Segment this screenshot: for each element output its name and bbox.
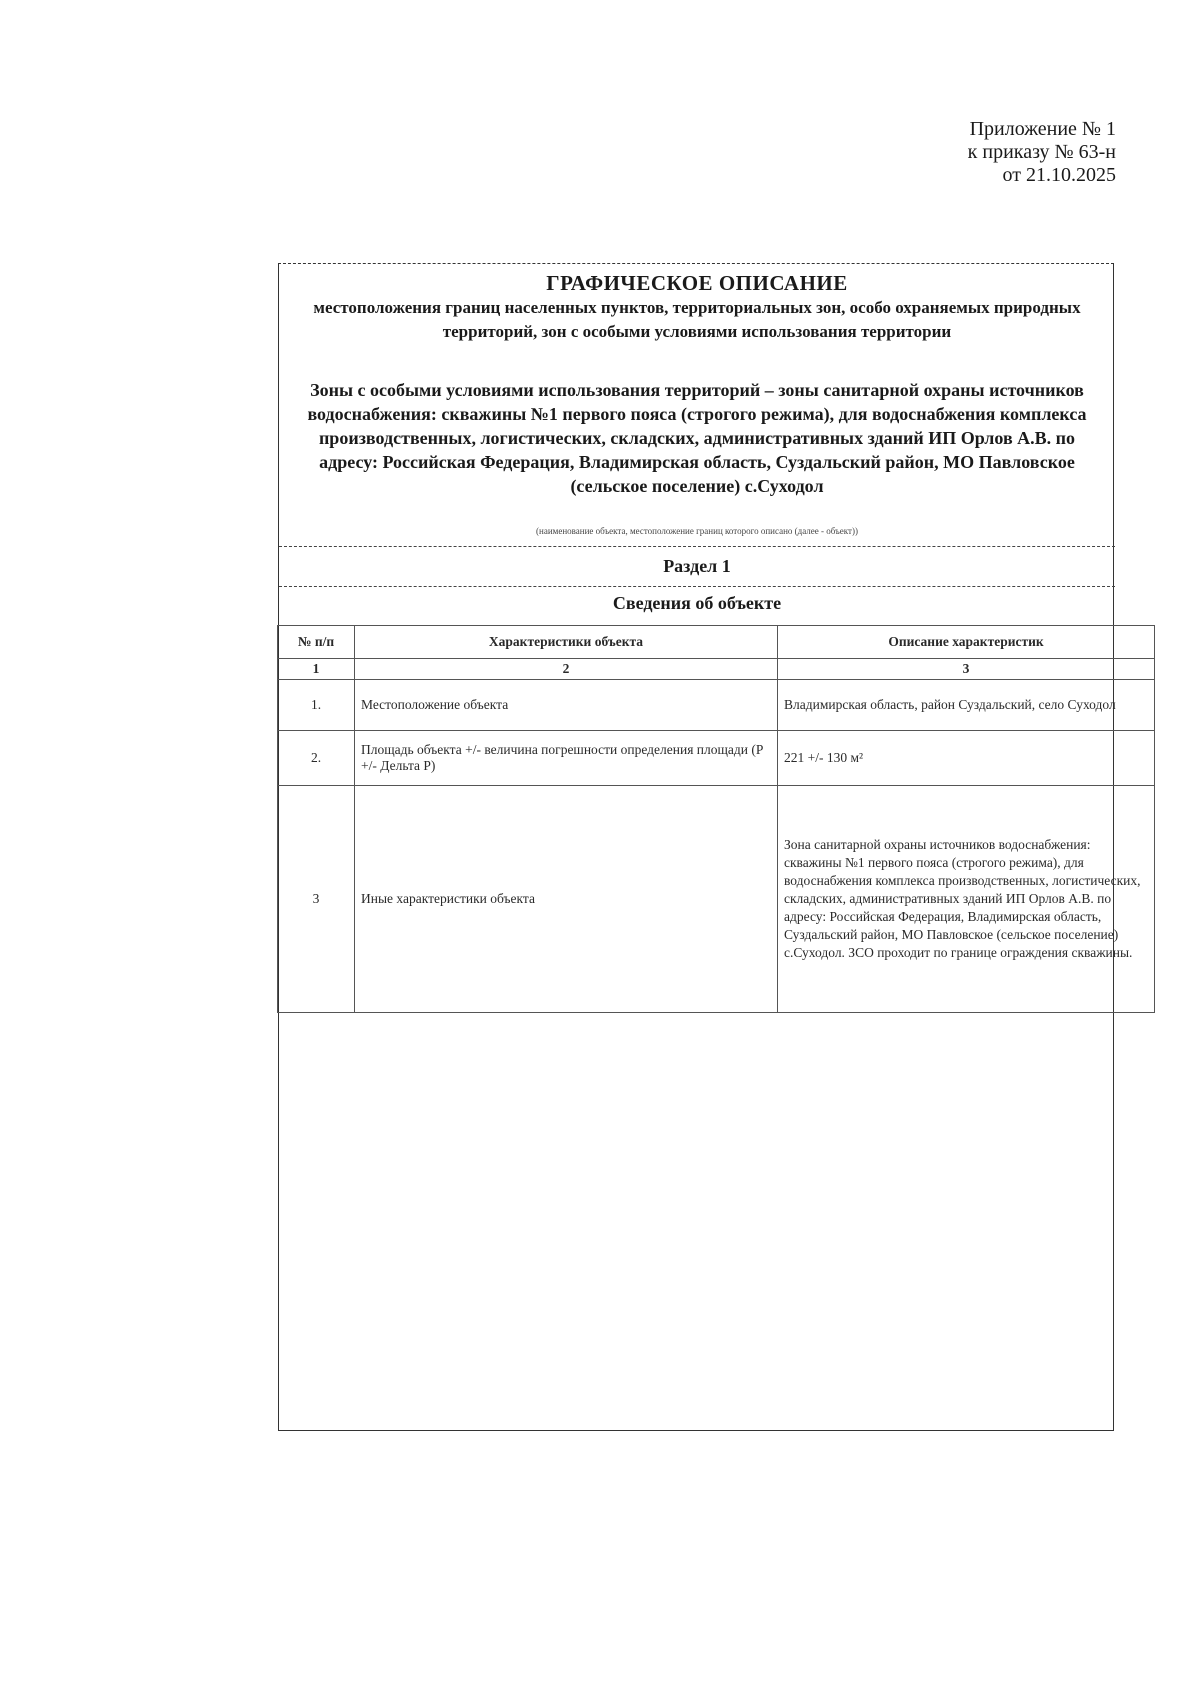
column-header-characteristic: Характеристики объекта [355,626,778,659]
row-description: 221 +/- 130 м² [778,731,1155,786]
row-number: 3 [278,786,355,1013]
document-title: ГРАФИЧЕСКОЕ ОПИСАНИЕ [546,271,848,295]
row-number: 1. [278,680,355,731]
table-header-row [278,626,1155,659]
document-frame [278,263,1141,1431]
column-header-description: Описание характеристик [778,626,1155,659]
document-subtitle: местоположения границ населенных пунктов, территориальных зон, особо охраняемых природных территорий, зон с особыми условиями использования территории [313,298,1081,341]
column-number-row [278,659,1155,680]
row-characteristic: Местоположение объекта [355,680,778,731]
table-row [278,680,1155,731]
row-number: 2. [278,731,355,786]
row-characteristic: Площадь объекта +/- величина погрешности определения площади (Р +/- Дельта Р) [355,731,778,786]
appendix-line-2: к приказу № 63-н [967,141,1116,163]
table-row [278,786,1155,1013]
divider [279,546,1115,547]
column-number: 3 [778,659,1155,680]
object-caption: (наименование объекта, местоположение границ которого описано (далее - объект)) [536,526,858,536]
row-characteristic: Иные характеристики объекта [355,786,778,1013]
column-header-num: № п/п [278,626,355,659]
appendix-line-3: от 21.10.2025 [1002,164,1116,186]
row-description: Владимирская область, район Суздальский, село Суходол [778,680,1155,731]
section-label: Раздел 1 [663,556,731,576]
row-description: Зона санитарной охраны источников водоснабжения: скважины №1 первого пояса (строгого режима), для водоснабжения комплекса производственных, логистических, складских, административных зданий ИП Орлов А.В. по адресу: Российская Федерация, Владимирская область, Суздальский район, МО Павловское (сельское поселение) с.Суходол. ЗСО проходит по границе ограждения скважины. [778,786,1155,1013]
zone-description: Зоны с особыми условиями использования территорий – зоны санитарной охраны источников водоснабжения: скважины №1 первого пояса (строгого режима), для водоснабжения комплекса производственных, логистических, складских, административных зданий ИП Орлов А.В. по адресу: Российская Федерация, Владимирская область, Суздальский район, МО Павловское (сельское поселение) с.Суходол [307,380,1087,496]
divider [279,586,1115,587]
column-number: 2 [355,659,778,680]
column-number: 1 [278,659,355,680]
appendix-block [900,118,1116,187]
object-info-table [277,625,1155,1013]
appendix-line-1: Приложение № 1 [969,118,1116,140]
section-title: Сведения об объекте [612,593,782,613]
table-row [278,731,1155,786]
